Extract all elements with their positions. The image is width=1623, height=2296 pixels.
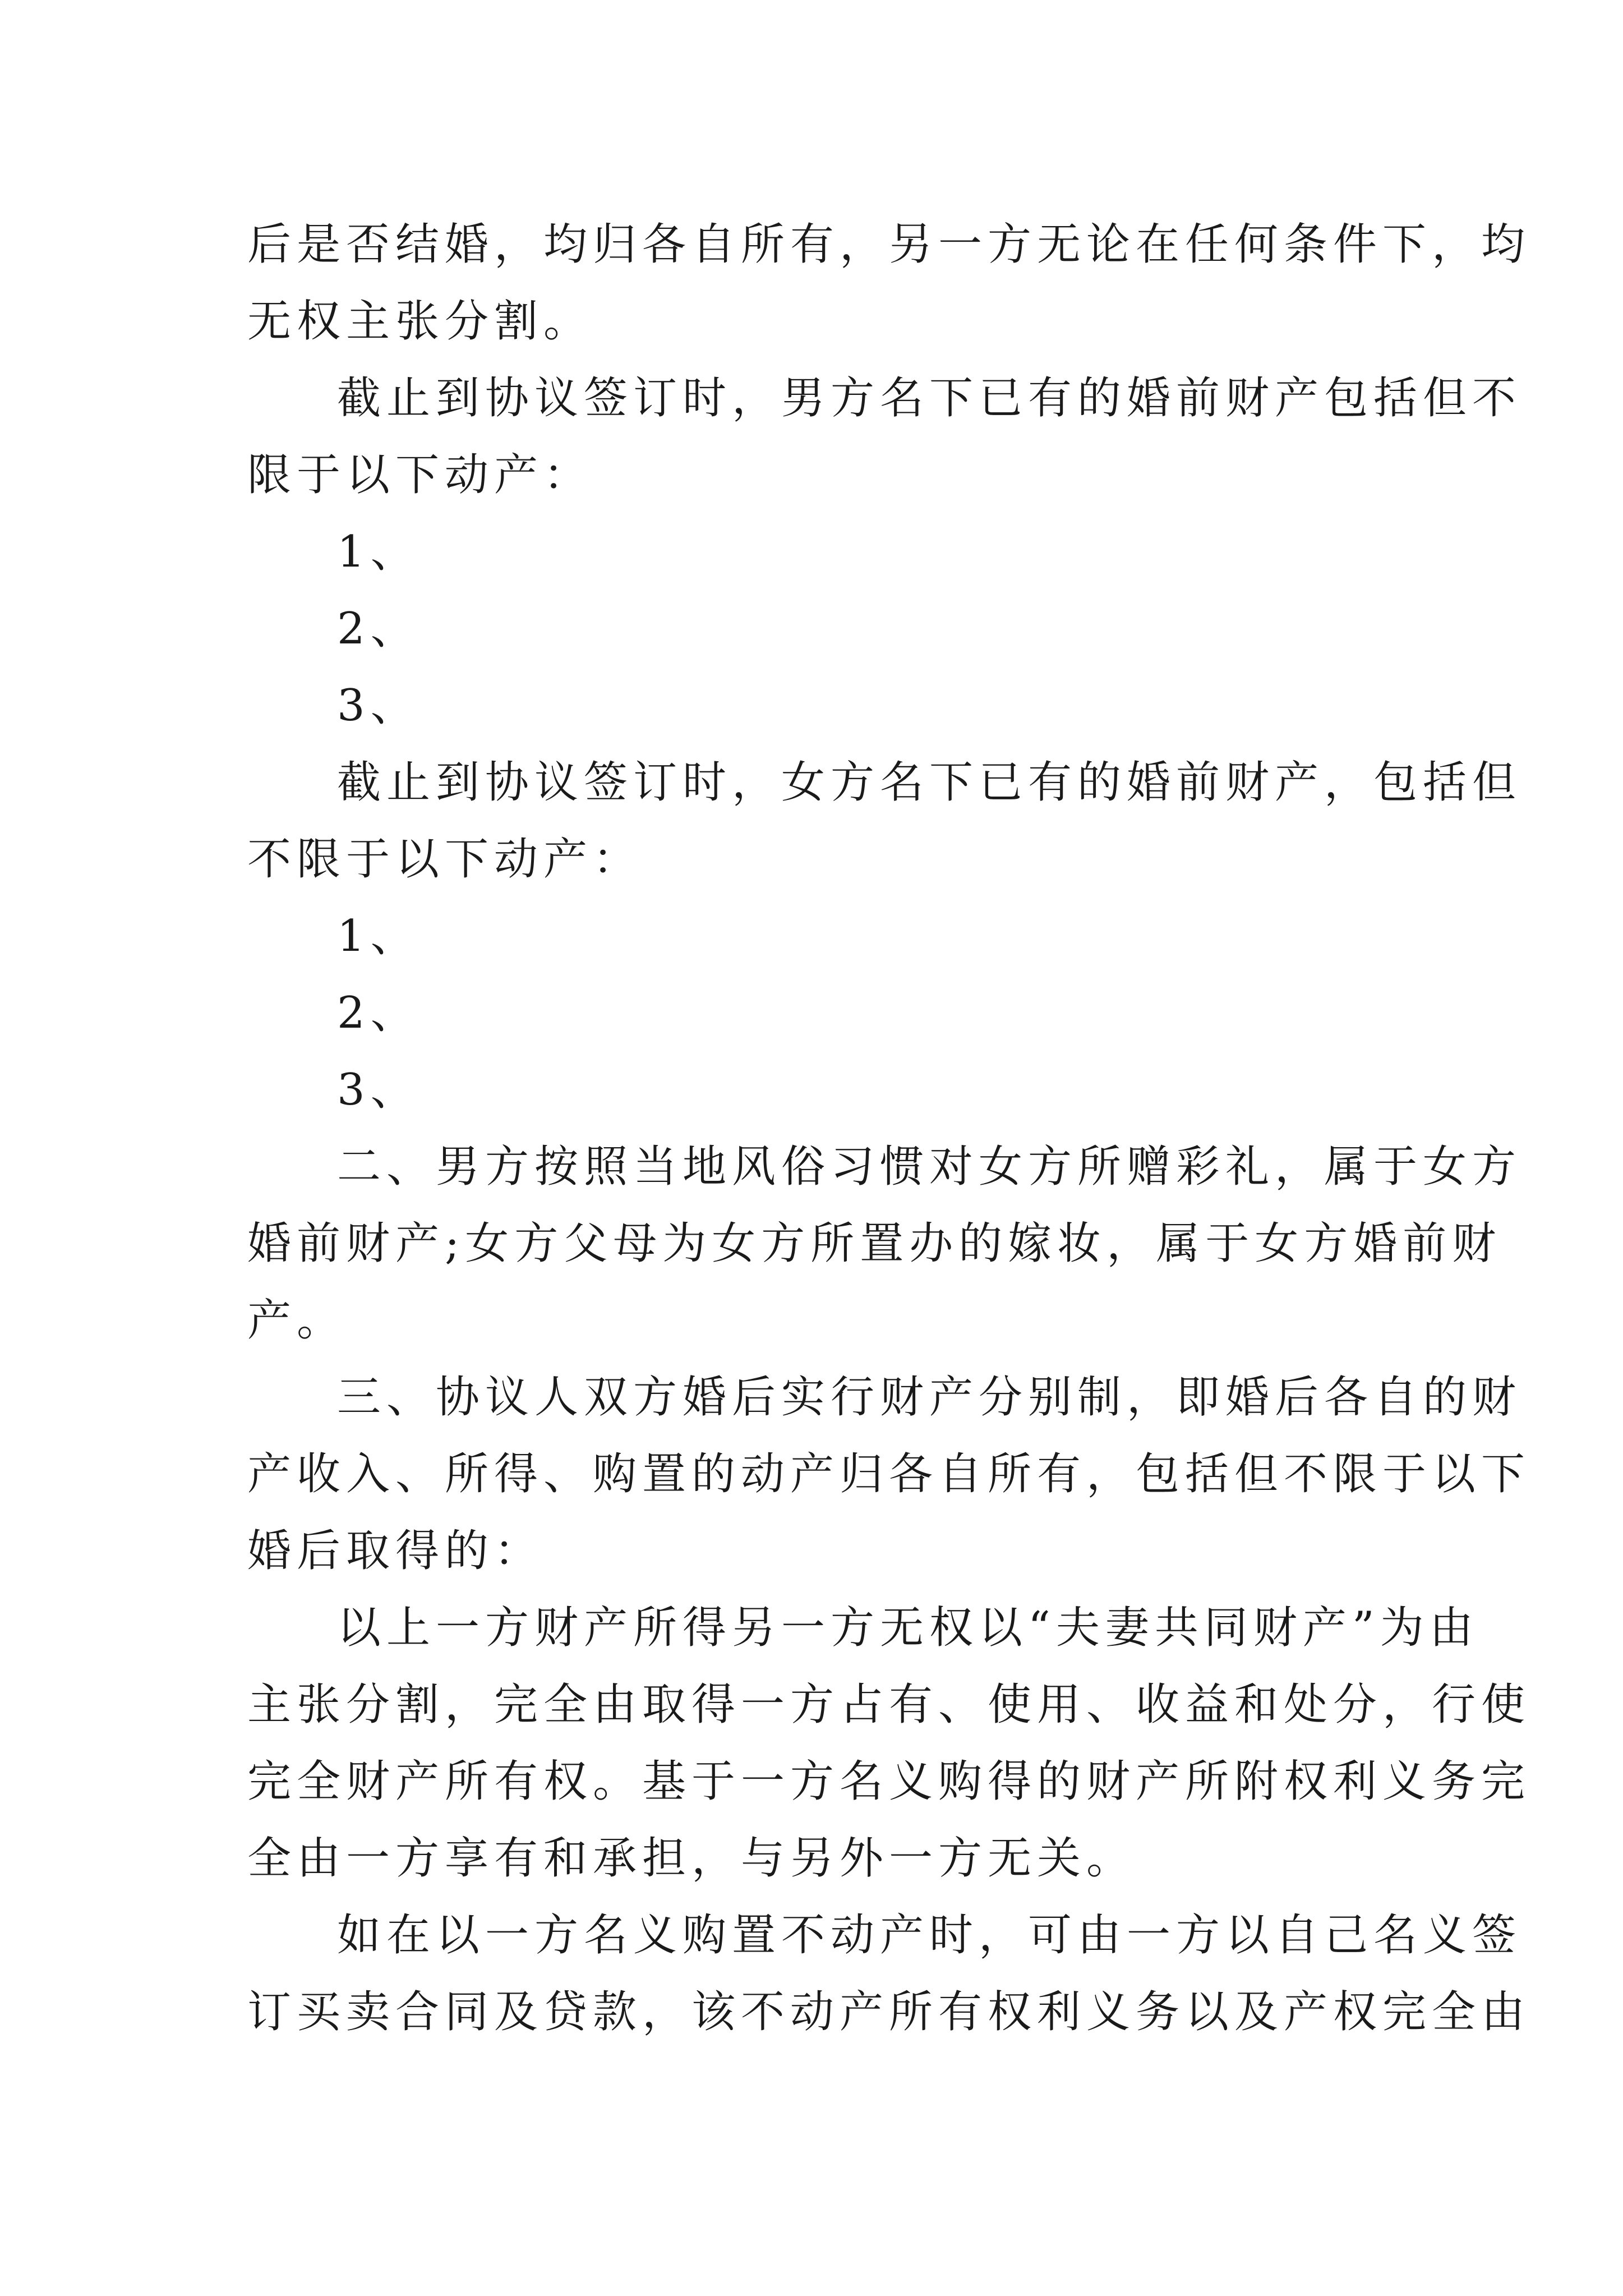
text-line: 如在以一方名义购置不动产时，可由一方以自己名义签 <box>337 1910 1522 1961</box>
text-line: 限于以下动产： <box>247 450 593 500</box>
list-item: 2、 <box>337 988 420 1038</box>
text-line: 产。 <box>247 1295 347 1346</box>
list-item: 3、 <box>337 680 420 731</box>
text-line: 二、男方按照当地风俗习惯对女方所赠彩礼，属于女方 <box>337 1142 1522 1192</box>
text-line: 完全财产所有权。基于一方名义购得的财产所附权利义务完 <box>247 1756 1531 1807</box>
text-line: 后是否结婚，均归各自所有，另一方无论在任何条件下，均 <box>247 219 1531 270</box>
list-item: 1、 <box>337 527 420 577</box>
text-line: 主张分割，完全由取得一方占有、使用、收益和处分，行使 <box>247 1680 1531 1730</box>
text-line: 不限于以下动产： <box>247 834 643 885</box>
text-line: 以上一方财产所得另一方无权以“夫妻共同财产”为由 <box>337 1603 1479 1653</box>
list-item: 2、 <box>337 604 420 654</box>
text-line: 产收入、所得、购置的动产归各自所有，包括但不限于以下 <box>247 1449 1531 1499</box>
text-line: 截止到协议签订时，男方名下已有的婚前财产包括但不 <box>337 373 1522 424</box>
text-line: 婚后取得的： <box>247 1526 544 1576</box>
list-item: 1、 <box>337 911 420 961</box>
text-line: 全由一方享有和承担，与另外一方无关。 <box>247 1833 1136 1884</box>
list-item: 3、 <box>337 1065 420 1115</box>
text-line: 截止到协议签订时，女方名下已有的婚前财产，包括但 <box>337 757 1522 808</box>
text-line: 无权主张分割。 <box>247 296 593 347</box>
text-line: 婚前财产;女方父母为女方所置办的嫁妆，属于女方婚前财 <box>247 1218 1502 1269</box>
text-line: 三、协议人双方婚后实行财产分别制，即婚后各自的财 <box>337 1372 1522 1423</box>
text-line: 订买卖合同及贷款，该不动产所有权利义务以及产权完全由 <box>247 1987 1531 2037</box>
